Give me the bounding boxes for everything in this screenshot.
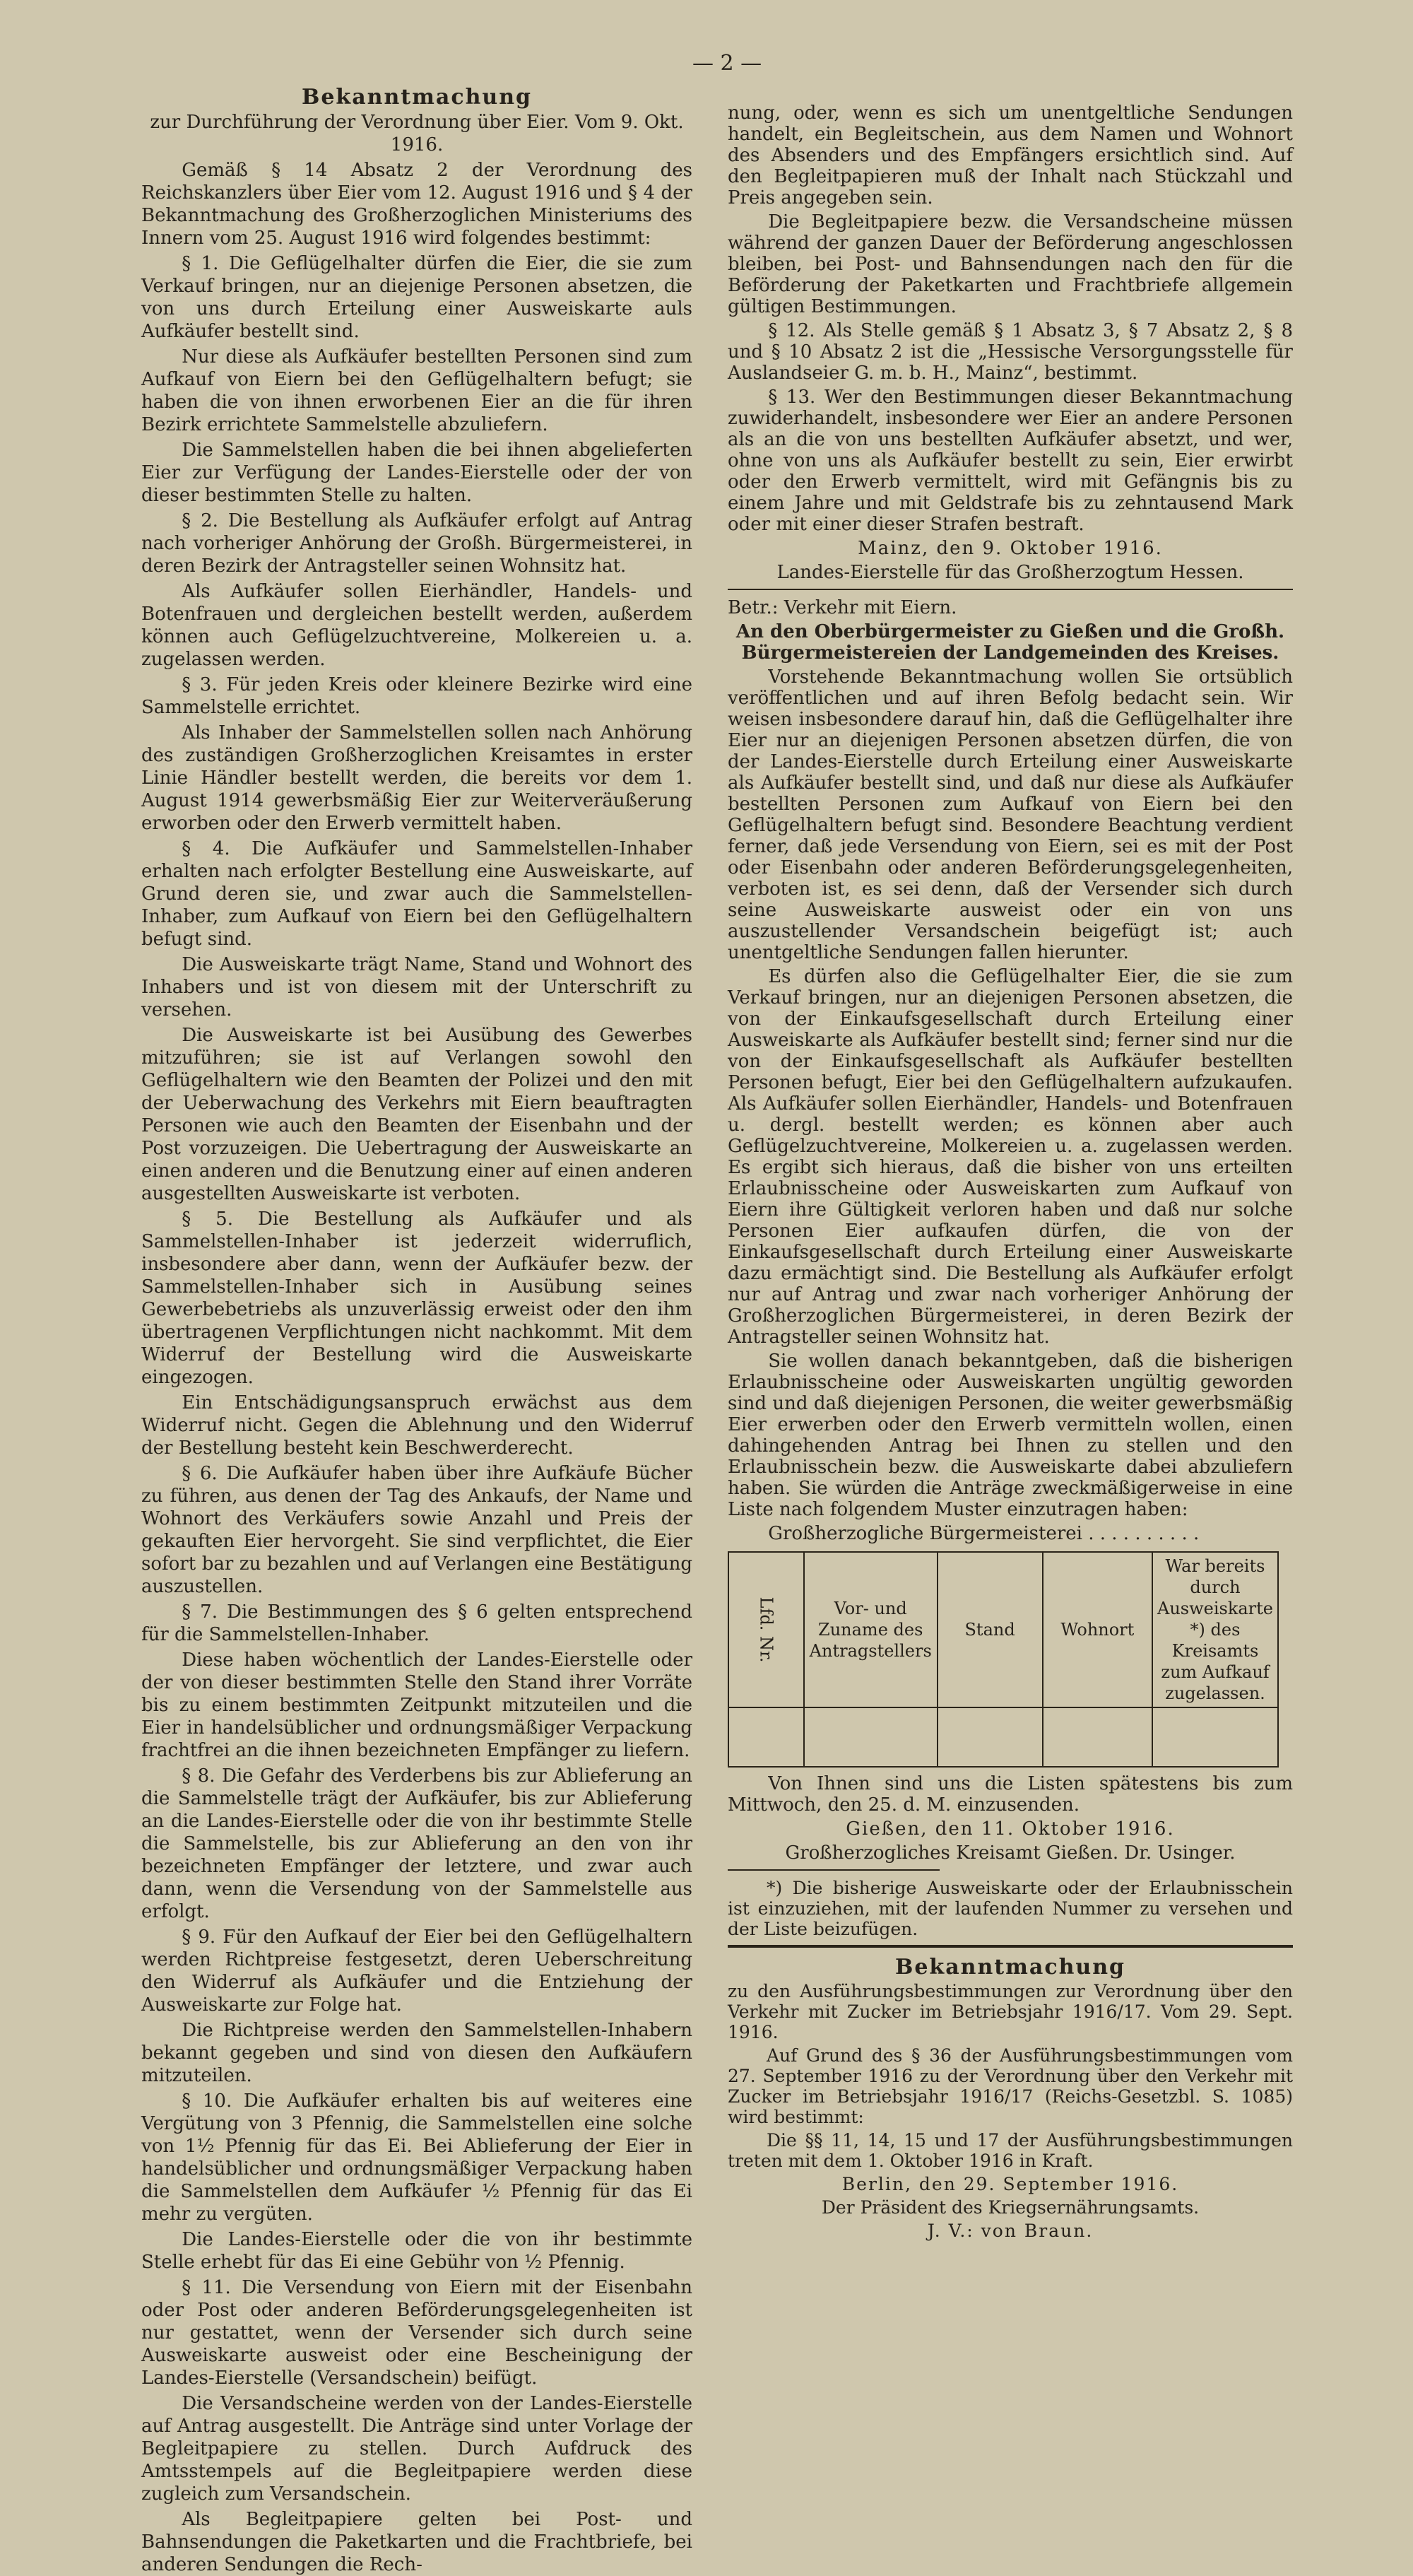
address-line: An den Oberbürgermeister zu Gießen und die Großh. Bürgermeistereien der Landgemeinden des Kreises. <box>735 621 1285 664</box>
column-header: War bereits durch Ausweiskarte *) des Kreisamts zum Aufkauf zugelassen. <box>1152 1552 1278 1707</box>
paragraph: § 7. Die Bestimmungen des § 6 gelten entsprechend für die Sammelstellen-Inhaber. <box>141 1601 692 1645</box>
divider <box>728 589 1293 590</box>
column-header: Vor- und Zuname des Antragstellers <box>804 1552 938 1707</box>
signature: Großherzogliches Kreisamt Gießen. Dr. Usinger. <box>785 1842 1236 1864</box>
signature: J. V.: von Braun. <box>927 2221 1094 2241</box>
table-header-row <box>728 1552 1278 1707</box>
form-label: Großherzogliche Bürgermeisterei . . . . . . . . . . <box>768 1523 1200 1544</box>
paragraph: Sie wollen danach bekanntgeben, daß die bisherigen Erlaubnisscheine oder Ausweiskarten ungültig geworden sind und daß diejenigen Personen, die weiter gewerbsmäßig Eier erwerben oder den Erwerb vermitteln wollen, einen dahingehenden Antrag bei Ihnen zu stellen und den Erlaubnisschein bezw. die Ausweiskarte dabei abzuliefern haben. Sie würden die Anträge zweckmäßigerweise in eine Liste nach folgendem Muster einzutragen haben: <box>728 1351 1293 1520</box>
intro-paragraph: Gemäß § 14 Absatz 2 der Verordnung des Reichskanzlers über Eier vom 12. August 1916 und § 4 der Bekanntmachung des Großherzoglichen Ministeriums des Innern vom 25. August 1916 wird folgendes bestimmt: <box>141 160 692 249</box>
paragraph: Als Begleitpapiere gelten bei Post- und Bahnsendungen die Paketkarten und die Frachtbriefe, bei anderen Sendungen die Rech- <box>141 2509 692 2575</box>
paragraph: Als Aufkäufer sollen Eierhändler, Handels- und Botenfrauen und dergleichen bestellt werden, außerdem können auch Geflügelzuchtvereine, Molkereien u. a. zugelassen werden. <box>141 581 692 670</box>
paragraph: § 3. Für jeden Kreis oder kleinere Bezirke wird eine Sammelstelle errichtet. <box>141 674 692 718</box>
table-cell <box>804 1707 938 1767</box>
authority: Landes-Eierstelle für das Großherzogtum Hessen. <box>776 562 1244 583</box>
place-date: Mainz, den 9. Oktober 1916. <box>858 538 1163 559</box>
place-date: Berlin, den 29. September 1916. <box>841 2174 1179 2194</box>
paragraph: § 9. Für den Aufkauf der Eier bei den Geflügelhaltern werden Richtpreise festgesetzt, deren Ueberschreitung den Widerruf als Aufkäufer und die Entziehung der Ausweiskarte zur Folge hat. <box>141 1927 692 2016</box>
paragraph: § 11. Die Versendung von Eiern mit der Eisenbahn oder Post oder anderen Beförderungsgelegenheiten ist nur gestattet, wenn der Versender sich durch seine Ausweiskarte ausweist oder eine Bescheinigung der Landes-Eierstelle (Versandschein) beifügt. <box>141 2277 692 2389</box>
column-header: Wohnort <box>1043 1552 1152 1707</box>
paragraph: § 5. Die Bestellung als Aufkäufer und als Sammelstellen-Inhaber ist jederzeit widerruflich, insbesondere aber dann, wenn der Aufkäufer bezw. der Sammelstellen-Inhaber sich in Ausübung seines Gewerbebetriebs als unzuverlässig erweist oder den ihm übertragenen Verpflichtungen nicht nachkommt. Mit dem Widerruf der Bestellung wird die Ausweiskarte eingezogen. <box>141 1208 692 1388</box>
paragraph: Die Ausweiskarte trägt Name, Stand und Wohnort des Inhabers und ist von diesem mit der Unterschrift zu versehen. <box>141 954 692 1021</box>
column-header-label: Lfd. Nr. <box>756 1596 776 1663</box>
paragraph: Die Landes-Eierstelle oder die von ihr bestimmte Stelle erhebt für das Ei eine Gebühr von ½ Pfennig. <box>141 2229 692 2273</box>
place-date: Gießen, den 11. Oktober 1916. <box>846 1818 1175 1840</box>
column-header: Stand <box>938 1552 1043 1707</box>
table-cell <box>728 1707 804 1767</box>
paragraph: Vorstehende Bekanntmachung wollen Sie ortsüblich veröffentlichen und auf ihren Befolg bedacht sein. Wir weisen insbesondere darauf hin, daß die Geflügelhalter ihre Eier nur an diejenigen Personen absetzen dürfen, die von der Landes-Eierstelle durch Erteilung einer Ausweiskarte als Aufkäufer bestellt sind, und daß nur diese als Aufkäufer bestellten Personen zum Aufkauf von Eiern bei den Geflügelhaltern befugt sind. Besondere Beachtung verdient ferner, daß jede Versendung von Eiern, sei es mit der Post oder Eisenbahn oder anderen Beförderungsgelegenheiten, verboten ist, es sei denn, daß der Versender sich durch seine Ausweiskarte ausweist oder ein von uns auszustellender Versandschein beigefügt ist; auch unentgeltliche Sendungen fallen hierunter. <box>728 666 1293 963</box>
paragraph: Die Begleitpapiere bezw. die Versandscheine müssen während der ganzen Dauer der Beförderung angeschlossen bleiben, bei Post- und Bahnsendungen nach den für die Beförderung der Paketkarten und Frachtbriefe allgemein gültigen Bestimmungen. <box>728 211 1293 317</box>
footnote: *) Die bisherige Ausweiskarte oder der Erlaubnisschein ist einzuziehen, mit der laufenden Nummer zu versehen und der Liste beizufügen. <box>728 1878 1293 1939</box>
paragraph: Auf Grund des § 36 der Ausführungsbestimmungen vom 27. September 1916 zu der Verordnung über den Verkehr mit Zucker im Betriebsjahr 1916/17 (Reichs-Gesetzbl. S. 1085) wird bestimmt: <box>728 2045 1293 2127</box>
paragraph: Die Ausweiskarte ist bei Ausübung des Gewerbes mitzuführen; sie ist auf Verlangen sowohl den Geflügelhaltern wie den Beamten der Polizei und den mit der Ueberwachung des Verkehrs mit Eiern beauftragten Personen wie auch den Beamten der Eisenbahn und der Post vorzuzeigen. Die Uebertragung der Ausweiskarte an einen anderen und die Benutzung einer auf einen anderen ausgestellten Ausweiskarte ist verboten. <box>141 1025 692 1204</box>
left-column <box>141 85 692 2575</box>
paragraph: Die §§ 11, 14, 15 und 17 der Ausführungsbestimmungen treten mit dem 1. Oktober 1916 in Kraft. <box>728 2130 1293 2171</box>
column-header <box>728 1552 804 1707</box>
heading: Bekanntmachung <box>894 1955 1125 1980</box>
paragraph: § 13. Wer den Bestimmungen dieser Bekanntmachung zuwiderhandelt, insbesondere wer Eier an andere Personen als an die von uns bestellten Aufkäufer absetzt, und wer, ohne von uns als Aufkäufer bestellt zu sein, Eier erwirbt oder den Erwerb vermittelt, wird mit Gefängnis bis zu einem Jahre und mit Geldstrafe bis zu zehntausend Mark oder mit einer dieser Strafen bestraft. <box>728 387 1293 535</box>
paragraph: Von Ihnen sind uns die Listen spätestens bis zum Mittwoch, den 25. d. M. einzusenden. <box>728 1773 1293 1816</box>
paragraph: § 1. Die Geflügelhalter dürfen die Eier, die sie zum Verkauf bringen, nur an diejenige Personen absetzen, die von uns durch Erteilung einer Ausweiskarte auls Aufkäufer bestellt sind. <box>141 253 692 342</box>
authority: Der Präsident des Kriegsernährungsamts. <box>821 2197 1200 2218</box>
paragraph: Die Richtpreise werden den Sammelstellen-Inhabern bekannt gegeben und sind von diesen den Aufkäufern mitzuteilen. <box>141 2020 692 2086</box>
heading: Bekanntmachung <box>301 85 532 110</box>
footnote-rule <box>728 1869 940 1871</box>
paragraph: Es dürfen also die Geflügelhalter Eier, die sie zum Verkauf bringen, nur an diejenigen Personen absetzen, die von der Einkaufsgesellschaft durch Erteilung einer Ausweiskarte als Aufkäufer bestellt sind; ferner sind nur die von der Einkaufsgesellschaft als Aufkäufer bestellten Personen befugt, Eier bei den Geflügelhaltern aufzukaufen. Als Aufkäufer sollen Eierhändler, Handels- und Botenfrauen u. dergl. bestellt werden; es können aber auch Geflügelzuchtvereine, Molkereien u. a. zugelassen werden. Es ergibt sich hieraus, daß die bisher von uns erteilten Erlaubnisscheine oder Ausweiskarten zum Aufkauf von Eiern ihre Gültigkeit verloren haben und daß nur solche Personen Eier aufkaufen dürfen, die von der Einkaufsgesellschaft durch Erteilung einer Ausweiskarte dazu ermächtigt sind. Die Bestellung als Aufkäufer erfolgt nur auf Antrag und zwar nach vorheriger Anhörung der Großherzoglichen Bürgermeisterei, in deren Bezirk der Antragsteller seinen Wohnsitz hat. <box>728 966 1293 1348</box>
right-column <box>728 102 1293 2241</box>
page-number: — 2 — <box>692 51 762 76</box>
paragraph: Ein Entschädigungsanspruch erwächst aus dem Widerruf nicht. Gegen die Ablehnung und den Widerruf der Bestellung besteht kein Beschwerderecht. <box>141 1392 692 1459</box>
table-cell <box>938 1707 1043 1767</box>
table-cell <box>1043 1707 1152 1767</box>
paragraph: Die Versandscheine werden von der Landes-Eierstelle auf Antrag ausgestellt. Die Anträge sind unter Vorlage der Begleitpapiere zu stellen. Durch Aufdruck des Amtsstempels auf die Begleitpapiere werden diese zugleich zum Versandschein. <box>141 2393 692 2505</box>
paragraph: Diese haben wöchentlich der Landes-Eierstelle oder der von dieser bestimmten Stelle den Stand ihrer Vorräte bis zu einem bestimmten Zeitpunkt mitzuteilen und die Eier in handelsüblicher und ordnungsmäßiger Verpackung frachtfrei an die ihnen bezeichneten Empfänger zu liefern. <box>141 1649 692 1761</box>
paragraph: Nur diese als Aufkäufer bestellten Personen sind zum Aufkauf von Eiern bei den Geflügelhaltern befugt; sie haben die von ihnen erworbenen Eier an die für ihren Bezirk errichtete Sammelstelle abzuliefern. <box>141 346 692 435</box>
table-row <box>728 1707 1278 1767</box>
paragraph: nung, oder, wenn es sich um unentgeltliche Sendungen handelt, ein Begleitschein, aus dem Namen und Wohnort des Absenders und des Empfängers ersichtlich sind. Auf den Begleitpapieren muß der Inhalt nach Stückzahl und Preis angegeben sein. <box>728 102 1293 208</box>
paragraph: Als Inhaber der Sammelstellen sollen nach Anhörung des zuständigen Großherzoglichen Kreisamtes in erster Linie Händler bestellt werden, die bereits vor dem 1. August 1914 gewerbsmäßig Eier zur Weiterveräußerung erworben oder den Erwerb vermittelt haben. <box>141 722 692 834</box>
paragraph: Die Sammelstellen haben die bei ihnen abgelieferten Eier zur Verfügung der Landes-Eierstelle oder der von dieser bestimmten Stelle zu halten. <box>141 440 692 506</box>
subtitle: zu den Ausführungsbestimmungen zur Verordnung über den Verkehr mit Zucker im Betriebsjahr 1916/17. Vom 29. Sept. 1916. <box>728 1981 1293 2042</box>
sample-form-table <box>728 1551 1279 1768</box>
paragraph: § 4. Die Aufkäufer und Sammelstellen-Inhaber erhalten nach erfolgter Bestellung eine Ausweiskarte, auf Grund deren sie, und zwar auch die Sammelstellen-Inhaber, zum Aufkauf von Eiern bei den Geflügelhaltern befugt sind. <box>141 838 692 950</box>
paragraph: § 8. Die Gefahr des Verderbens bis zur Ablieferung an die Sammelstelle trägt der Aufkäufer, bis zur Ablieferung an die Landes-Eierstelle oder die von ihr bestimmte Stelle die Sammelstelle, bis zur Ablieferung an den von ihr bezeichneten Empfänger der letztere, und zwar auch dann, wenn die Versendung von der Sammelstelle aus erfolgt. <box>141 1765 692 1922</box>
betr-line: Betr.: Verkehr mit Eiern. <box>728 597 957 618</box>
paragraph: § 6. Die Aufkäufer haben über ihre Aufkäufe Bücher zu führen, aus denen der Tag des Ankaufs, der Name und Wohnort des Verkäufers sowie Anzahl und Preis der gekauften Eier hervorgeht. Sie sind verpflichtet, die Eier sofort bar zu bezahlen und auf Verlangen eine Bestätigung auszustellen. <box>141 1463 692 1597</box>
paragraph: § 12. Als Stelle gemäß § 1 Absatz 3, § 7 Absatz 2, § 8 und § 10 Absatz 2 ist die „Hessische Versorgungsstelle für Auslandseier G. m. b. H., Mainz“, bestimmt. <box>728 320 1293 384</box>
paragraph: § 10. Die Aufkäufer erhalten bis auf weiteres eine Vergütung von 3 Pfennig, die Sammelstellen eine solche von 1½ Pfennig für das Ei. Bei Ablieferung der Eier in handelsüblicher und ordnungsmäßiger Verpackung haben die Sammelstellen dem Aufkäufer ½ Pfennig für das Ei mehr zu vergüten. <box>141 2090 692 2225</box>
subtitle: zur Durchführung der Verordnung über Eier. Vom 9. Okt. 1916. <box>150 112 684 155</box>
paragraph: § 2. Die Bestellung als Aufkäufer erfolgt auf Antrag nach vorheriger Anhörung der Großh. Bürgermeisterei, in deren Bezirk der Antragsteller seinen Wohnsitz hat. <box>141 510 692 577</box>
divider <box>728 1945 1293 1948</box>
table-cell <box>1152 1707 1278 1767</box>
